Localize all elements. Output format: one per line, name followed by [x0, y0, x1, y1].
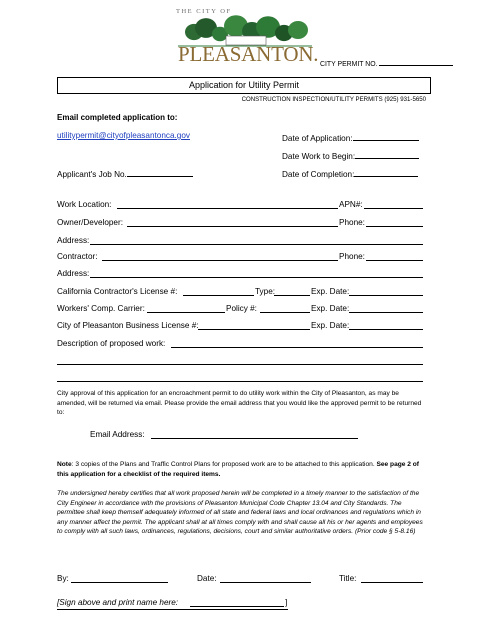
apn-field[interactable]: [364, 208, 423, 209]
print-name-underline: [57, 609, 288, 610]
policy-field[interactable]: [260, 312, 310, 313]
type-label: Type:: [255, 287, 276, 296]
note-body: : 3 copies of the Plans and Traffic Control Plans for proposed work are to be attached to this application.: [71, 461, 375, 468]
date-of-application: Date of Application:: [282, 131, 419, 143]
owner-phone-field[interactable]: [366, 226, 423, 227]
license-exp-field[interactable]: [349, 295, 423, 296]
business-license-exp-label: Exp. Date:: [311, 321, 350, 330]
city-logo: [176, 8, 319, 68]
owner-label: Owner/Developer:: [57, 218, 123, 227]
signature-by-label: By:: [57, 574, 69, 583]
apn-label: APN#:: [339, 200, 363, 209]
note-text: [57, 460, 427, 479]
signature-title-label: Title:: [339, 574, 357, 583]
owner-field[interactable]: [127, 226, 338, 227]
contractor-phone-field[interactable]: [366, 260, 423, 261]
license-field[interactable]: [183, 295, 254, 296]
print-name-close-bracket: ]: [285, 598, 288, 607]
page-subtitle: CONSTRUCTION INSPECTION/UTILITY PERMITS (925) 931-5650: [241, 96, 426, 103]
note-bold: See page 2 of this application for a checklist of the required items.: [57, 461, 419, 478]
city-permit-no: [320, 56, 453, 68]
city-permit-no-field[interactable]: [379, 56, 453, 66]
signature-title-field[interactable]: [361, 582, 423, 583]
description-field-1[interactable]: [171, 347, 423, 348]
work-location-label: Work Location:: [57, 200, 112, 209]
policy-label: Policy #:: [226, 304, 257, 313]
type-field[interactable]: [274, 295, 310, 296]
work-location-field[interactable]: [117, 208, 338, 209]
business-license-field[interactable]: [198, 329, 310, 330]
approval-text: City approval of this application for an encroachment permit to do utility work within the City of Pleasanton, as may be amended, will be returned via email. Please provide the email address that you would like the approved permit to be returned to:: [57, 390, 422, 417]
date-of-application-field[interactable]: [353, 131, 419, 141]
email-link[interactable]: utilitypermit@cityofpleasantonca.gov: [57, 131, 191, 140]
city-permit-no-label: CITY PERMIT NO.: [320, 61, 378, 68]
contractor-address-field[interactable]: [90, 277, 423, 278]
date-work-to-begin: Date Work to Begin:: [282, 149, 419, 161]
applicant-job-no: Applicant's Job No.: [57, 167, 193, 179]
business-license-exp-field[interactable]: [349, 329, 423, 330]
logo-tree: [288, 21, 308, 39]
workers-comp-field[interactable]: [147, 312, 225, 313]
approval-email-field[interactable]: [151, 438, 358, 439]
workers-comp-exp-label: Exp. Date:: [311, 304, 350, 313]
workers-comp-exp-field[interactable]: [349, 312, 423, 313]
date-of-completion: Date of Completion:: [282, 167, 418, 179]
signature-date-field[interactable]: [220, 582, 311, 583]
date-completion-field[interactable]: [354, 167, 418, 177]
contractor-field[interactable]: [102, 260, 338, 261]
date-work-begin-field[interactable]: [355, 149, 419, 159]
description-field-2[interactable]: [57, 364, 423, 365]
logo-city-of-text: THE CITY OF: [176, 8, 232, 15]
signature-by-field[interactable]: [71, 582, 168, 583]
contractor-phone-label: Phone:: [339, 252, 365, 261]
job-no-field[interactable]: [127, 167, 193, 177]
description-label: Description of proposed work:: [57, 339, 166, 348]
description-field-3[interactable]: [57, 381, 423, 382]
print-name-label: [Sign above and print name here:: [57, 598, 179, 607]
license-exp-label: Exp. Date:: [311, 287, 350, 296]
print-name-field[interactable]: [190, 606, 284, 607]
approval-email-label: Email Address:: [90, 430, 145, 439]
email-heading: Email completed application to:: [57, 113, 178, 122]
certification-text: The undersigned hereby certifies that all work proposed herein will be completed in a timely manner to the satisfaction of the City Engineer in accordance with the provisions of Pleasanton Municipal Code Chapter 13.04 and City Standards. The permittee shall keep themself adequately informed of all state and federal laws and local ordinances and regulations which in any manner affect the permit. The applicant shall at all times comply with and shall cause all his or her agents and employees to comply with all such laws, ordinances, regulations, decisions, court and similar authoritative orders. (Prior code § 5-8.16): [57, 490, 423, 536]
owner-address-label: Address:: [57, 236, 90, 245]
note-label: Note: [57, 461, 72, 468]
contractor-address-label: Address:: [57, 269, 90, 278]
signature-date-label: Date:: [197, 574, 217, 583]
business-license-label: City of Pleasanton Business License #:: [57, 321, 199, 330]
page-title: Application for Utility Permit: [188, 80, 300, 90]
logo-name-text: PLEASANTON.: [178, 42, 319, 66]
workers-comp-label: Workers' Comp. Carrier:: [57, 304, 145, 313]
owner-address-field[interactable]: [90, 244, 423, 245]
contractor-label: Contractor:: [57, 252, 98, 261]
license-label: California Contractor's License #:: [57, 287, 178, 296]
owner-phone-label: Phone:: [339, 218, 365, 227]
